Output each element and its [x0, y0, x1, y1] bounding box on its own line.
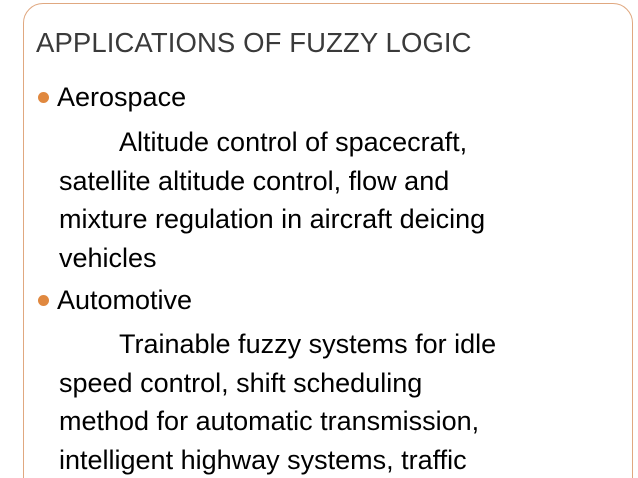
description-line: vehicles	[59, 242, 157, 273]
description-line: satellite altitude control, flow and	[59, 165, 450, 196]
bullet-automotive	[38, 283, 192, 317]
description-line: method for automatic transmission,	[59, 406, 480, 436]
description-line: Altitude control of spacecraft,	[119, 127, 468, 157]
bullet-dot-icon	[38, 92, 49, 103]
bullet-dot-icon	[38, 295, 49, 306]
bullet-aerospace-description	[59, 123, 619, 277]
bullet-aerospace	[38, 80, 186, 114]
slide-title: APPLICATIONS OF FUZZY LOGIC	[36, 27, 472, 58]
description-line: mixture regulation in aircraft deicing	[59, 204, 486, 234]
bullet-label: Automotive	[57, 285, 193, 315]
bullet-automotive-description	[59, 325, 619, 478]
description-line: speed control, shift scheduling	[59, 367, 423, 398]
bullet-label: Aerospace	[57, 82, 187, 112]
description-line: Trainable fuzzy systems for idle	[119, 329, 497, 359]
description-line: intelligent highway systems, traffic	[59, 444, 467, 475]
